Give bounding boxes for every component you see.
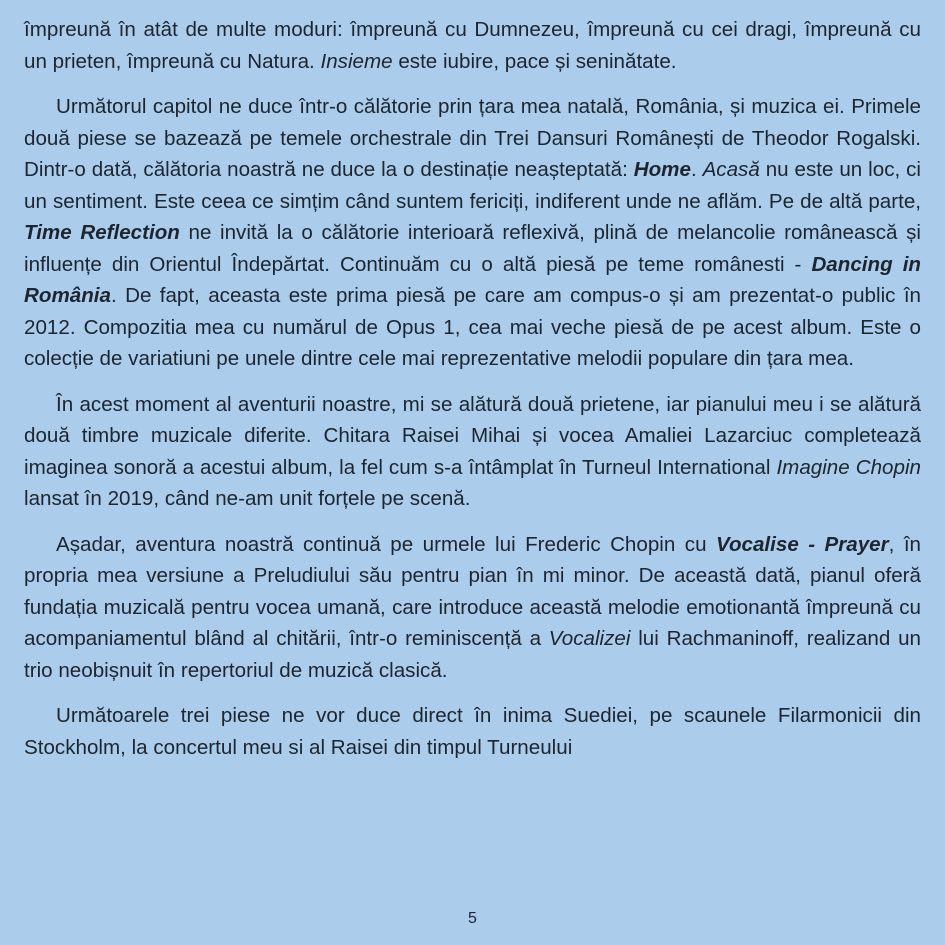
paragraph <box>24 700 921 763</box>
emphasized-title: Home <box>633 158 691 181</box>
text-run: nu este un loc, ci un sentiment. Este ceea ce simțim când suntem fericiți, indiferent unde ne aflăm. Pe de altă parte, <box>24 158 921 213</box>
text-run: . <box>690 158 703 181</box>
text-run: lansat în 2019, când ne-am unit forțele pe scenă. <box>24 487 471 510</box>
text-run: Următoarele trei piese ne vor duce direct în inima Suediei, pe scaunele Filarmonicii din Stockholm, la concertul meu si al Raisei din timpul Turneului <box>24 704 921 759</box>
text-run: . De fapt, aceasta este prima piesă pe care am compus-o și am prezentat-o public în 2012. Compozitia mea cu numărul de Opus 1, cea mai veche piesă de pe acest album. Este o colecție de variatiuni pe unele dintre cele mai reprezentative melodii populare din țara mea. <box>24 284 921 370</box>
page-number: 5 <box>468 910 477 927</box>
emphasized-title: Vocalise - Prayer <box>715 532 889 556</box>
emphasized-title: Dancing in România <box>24 252 922 307</box>
paragraph <box>24 529 921 687</box>
text-run: În acest moment al aventurii noastre, mi se alătură două prietene, iar pianului meu i se alătură două timbre muzicale diferite. Chitara Raisei Mihai și vocea Amaliei Lazarciuc completează imaginea sonoră a acestui album, la fel cum s-a întâmplat în Turneul International <box>24 392 921 479</box>
text-run: este iubire, pace și seninătate. <box>392 49 677 73</box>
text-run: lui Rachmaninoff, realizand un trio neobișnuit în repertoriul de muzică clasică. <box>24 627 921 682</box>
text-run: ne invită la o călătorie interioară reflexivă, plină de melancolie românească și influențe din Orientul Îndepărtat. Continuăm cu o altă piesă pe teme românesti - <box>24 221 922 276</box>
paragraph <box>24 91 921 375</box>
paragraph <box>24 389 921 515</box>
text-run: , în propria mea versiune a Preludiului său pentru pian în mi minor. De această dată, pianul oferă fundația muzicală pentru vocea umană, care introduce această melodie emotionantă împreună cu acompaniamentul blând al chitării, într-o reminiscență a <box>24 532 921 650</box>
italic-text: Insieme <box>320 49 393 73</box>
text-run: împreună în atât de multe moduri: împreună cu Dumnezeu, împreună cu cei dragi, împreună cu un prieten, împreună cu Natura. <box>24 18 921 73</box>
page-body <box>24 14 921 777</box>
italic-text: Acasă <box>702 158 760 181</box>
italic-text: Vocalizei <box>548 627 631 650</box>
text-run: Așadar, aventura noastră continuă pe urmele lui Frederic Chopin cu <box>56 532 716 556</box>
italic-text: Imagine Chopin <box>776 455 921 479</box>
emphasized-title: Time Reflection <box>24 221 180 244</box>
text-run: Următorul capitol ne duce într-o călătorie prin țara mea natală, România, și muzica ei. Primele două piese se bazează pe temele orchestrale din Trei Dansuri Românești de Theodor Rogalski. Dintr-o dată, călătoria noastră ne duce la o destinație neașteptată: <box>24 95 921 181</box>
paragraph <box>24 14 921 77</box>
